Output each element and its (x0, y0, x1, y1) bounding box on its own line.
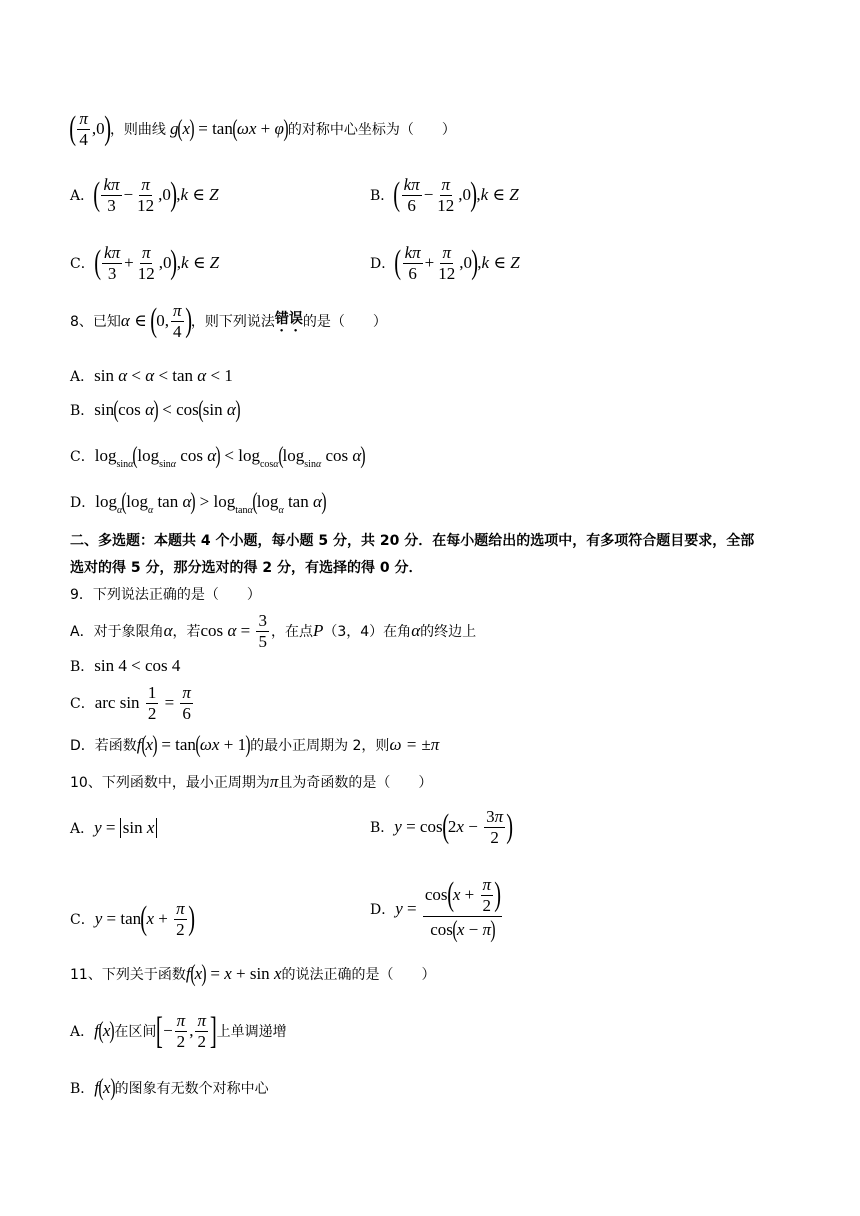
q9-option-c[interactable]: C． arc sin $\frac{1}{2}$ = $\frac{\pi}{6}$ (70, 683, 191, 723)
q8-number: 8、已知 (70, 314, 121, 331)
q11-b-post: 的图象有无数个对称中心 (114, 1081, 269, 1097)
q10-option-d[interactable]: D． y = cos ( x + $\frac{\pi}{2}$ ) cos ( x − π ) (370, 875, 502, 943)
q11-option-b[interactable]: B． f ( x ) 的图象有无数个对称中心 (70, 1075, 269, 1101)
q9-d-text: D．若函数 (70, 738, 137, 754)
section-2-heading-line-1: 二、多选题：本题共 4 个小题，每小题 5 分，共 20 分．在每小题给出的选项中，有多项符合题目要求，全部 (70, 533, 755, 549)
q9-a-post: ，在点 (270, 624, 313, 641)
option-label: A． (70, 369, 95, 385)
q10-stem-post: 且为奇函数的是（ ） (278, 775, 433, 791)
option-label: D． (370, 256, 396, 273)
option-label: C． (70, 696, 95, 713)
q9-d-expr: ω = ±π (389, 735, 440, 754)
option-label: B． (370, 188, 395, 205)
q8-condition: α ∈ ( 0, $\frac{\pi}{4}$ ) (120, 301, 192, 341)
q7-option-a[interactable]: A． ( $\frac{k\pi}{3}$ − $\frac{\pi}{12}$ ,0 ) , k ∈ Z (70, 175, 219, 215)
option-label: C． (70, 256, 95, 273)
q8-tail: 的是（ ） (302, 314, 387, 331)
q8-option-a[interactable]: A． sin α < α < tan α < 1 (70, 366, 233, 385)
q9-a-text: A．对于象限角 (70, 624, 164, 641)
q8-emphasis: 错误 (274, 310, 303, 327)
q11-stem: 11、下列关于函数 f ( x ) = x + sin x 的说法正确的是（ ） (70, 961, 436, 987)
q9-a-mid: ，若 (172, 624, 201, 641)
q10-stem-pre: 10、下列函数中，最小正周期为 (70, 775, 270, 791)
q10-option-c[interactable]: C． y = tan ( x + $\frac{\pi}{2}$ ) (70, 899, 195, 939)
option-label: C． (70, 912, 95, 929)
q9-stem: 9．下列说法正确的是（ ） (70, 587, 261, 603)
q9-option-a[interactable]: A．对于象限角 α ，若 cos α = $\frac{3}{5}$ ，在点 P （3，4）在角 α 的终边上 (70, 611, 477, 651)
q9-option-d[interactable]: D．若函数 f ( x ) = tan ( ωx + 1 ) 的最小正周期为 2，则 ω = ±π (70, 732, 440, 758)
q9-a-end: 的终边上 (420, 624, 477, 641)
intro-text-after: 的对称中心坐标为（ ） (287, 122, 456, 139)
intro-point: ( $\frac{\pi}{4}$ ,0 ) (69, 109, 111, 149)
option-label: C． (70, 449, 95, 465)
q7-option-d[interactable]: D． ( $\frac{k\pi}{6}$ + $\frac{\pi}{12}$ ,0 ) , k ∈ Z (370, 243, 520, 283)
option-label: A． (70, 1024, 95, 1041)
q7-option-b[interactable]: B． ( $\frac{k\pi}{6}$ − $\frac{\pi}{12}$ ,0 ) , k ∈ Z (370, 175, 519, 215)
option-label: A． (70, 821, 95, 837)
q9-d-mid: 的最小正周期为 2，则 (250, 738, 390, 754)
section-2-heading-line-2: 选对的得 5 分，那分选对的得 2 分，有选择的得 0 分． (70, 560, 423, 576)
option-label: A． (70, 188, 95, 205)
intro-line (70, 110, 456, 149)
option-label: B． (70, 403, 95, 419)
q11-stem-post: 的说法正确的是（ ） (281, 967, 436, 983)
option-label: B． (70, 1081, 95, 1097)
option-label: B． (370, 820, 395, 837)
q7-option-c[interactable]: C． ( $\frac{k\pi}{3}$ + $\frac{\pi}{12}$ ,0 ) , k ∈ Z (70, 243, 220, 283)
q11-a-mid: 在区间 (114, 1024, 157, 1041)
intro-text-before: ，则曲线 (109, 122, 166, 139)
q8-option-b[interactable]: B． sin ( cos α ) < cos ( sin α ) (70, 397, 241, 423)
q8-option-c[interactable]: C． log sinα ( log sinα cos α ) < log cosα ( log sinα cos α ) (70, 443, 366, 470)
q8-text: ，则下列说法 (190, 314, 275, 331)
option-label: D． (70, 495, 96, 511)
intro-function: g ( x ) = tan ( ωx + φ ) (169, 116, 289, 143)
q10-option-b[interactable]: B． y = cos ( 2 x − $\frac{3\pi}{2}$ ) (370, 807, 514, 847)
q9-option-b[interactable] (70, 656, 180, 676)
q11-a-post: 上单调递增 (216, 1024, 287, 1041)
q10-option-a[interactable]: A． y = sin x (70, 818, 157, 838)
q11-option-a[interactable]: A． f ( x ) 在区间 [ − $\frac{\pi}{2}$ , $\frac{\pi}{2}$ ] 上单调递增 (70, 1010, 287, 1053)
q8-option-d[interactable]: D． log α ( log α tan α ) > log tanα ( log α tan α ) (70, 489, 327, 516)
q10-stem: 10、下列函数中，最小正周期为 π 且为奇函数的是（ ） (70, 772, 433, 791)
q9-a-point: （3，4）在角 (323, 624, 412, 641)
q11-stem-pre: 11、下列关于函数 (70, 967, 186, 983)
q8-stem (70, 302, 387, 341)
option-label: B． (70, 659, 95, 675)
option-label: D． (370, 901, 396, 918)
q9-b-expr: sin 4 < cos 4 (94, 656, 181, 675)
